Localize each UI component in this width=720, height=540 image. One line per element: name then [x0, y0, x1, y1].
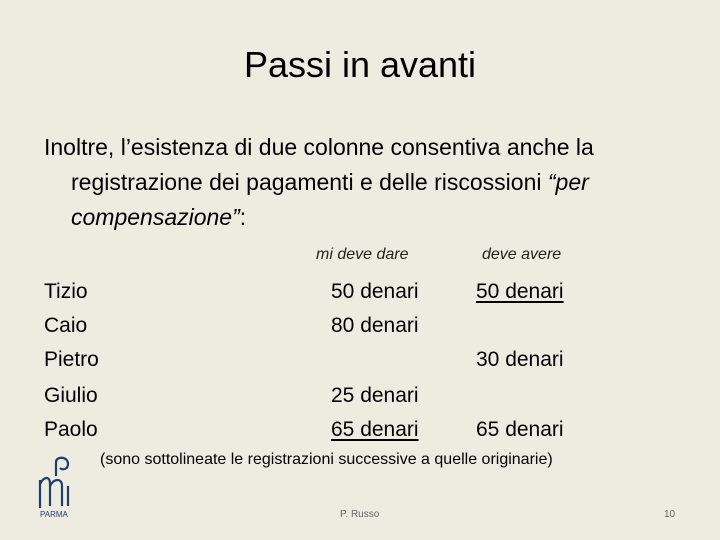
row-name: Pietro [44, 348, 99, 371]
row-avere-value: 30 denari [476, 348, 564, 371]
row-dare-value: 50 denari [331, 280, 419, 303]
row-name: Paolo [44, 418, 98, 441]
slide-title: Passi in avanti [243, 44, 477, 85]
intro-text: Inoltre, l’esistenza di due colonne consentiva anche la registrazione dei pagamenti e delle riscossioni [44, 134, 594, 195]
row-name: Caio [44, 314, 88, 337]
footnote: (sono sottolineate le registrazioni successive a quelle originarie) [100, 451, 553, 468]
row-avere-value: 50 denari [476, 280, 564, 303]
row-avere-value: 65 denari [476, 418, 564, 441]
page-number: 10 [664, 509, 676, 520]
row-name: Tizio [44, 280, 88, 303]
intro-suffix: : [239, 204, 247, 230]
logo-text: PARMA [40, 510, 68, 519]
row-name: Giulio [44, 384, 98, 407]
row-dare-value: 80 denari [331, 314, 419, 337]
intro-italic-text: “per compensazione” [71, 169, 589, 230]
column-header-dare: mi deve dare [316, 246, 409, 263]
row-dare-value: 25 denari [331, 384, 419, 407]
university-logo-icon [36, 456, 78, 522]
intro-paragraph [44, 130, 711, 235]
row-dare-value: 65 denari [331, 418, 419, 441]
column-header-avere: deve avere [482, 246, 562, 263]
footer-author: P. Russo [340, 509, 380, 520]
